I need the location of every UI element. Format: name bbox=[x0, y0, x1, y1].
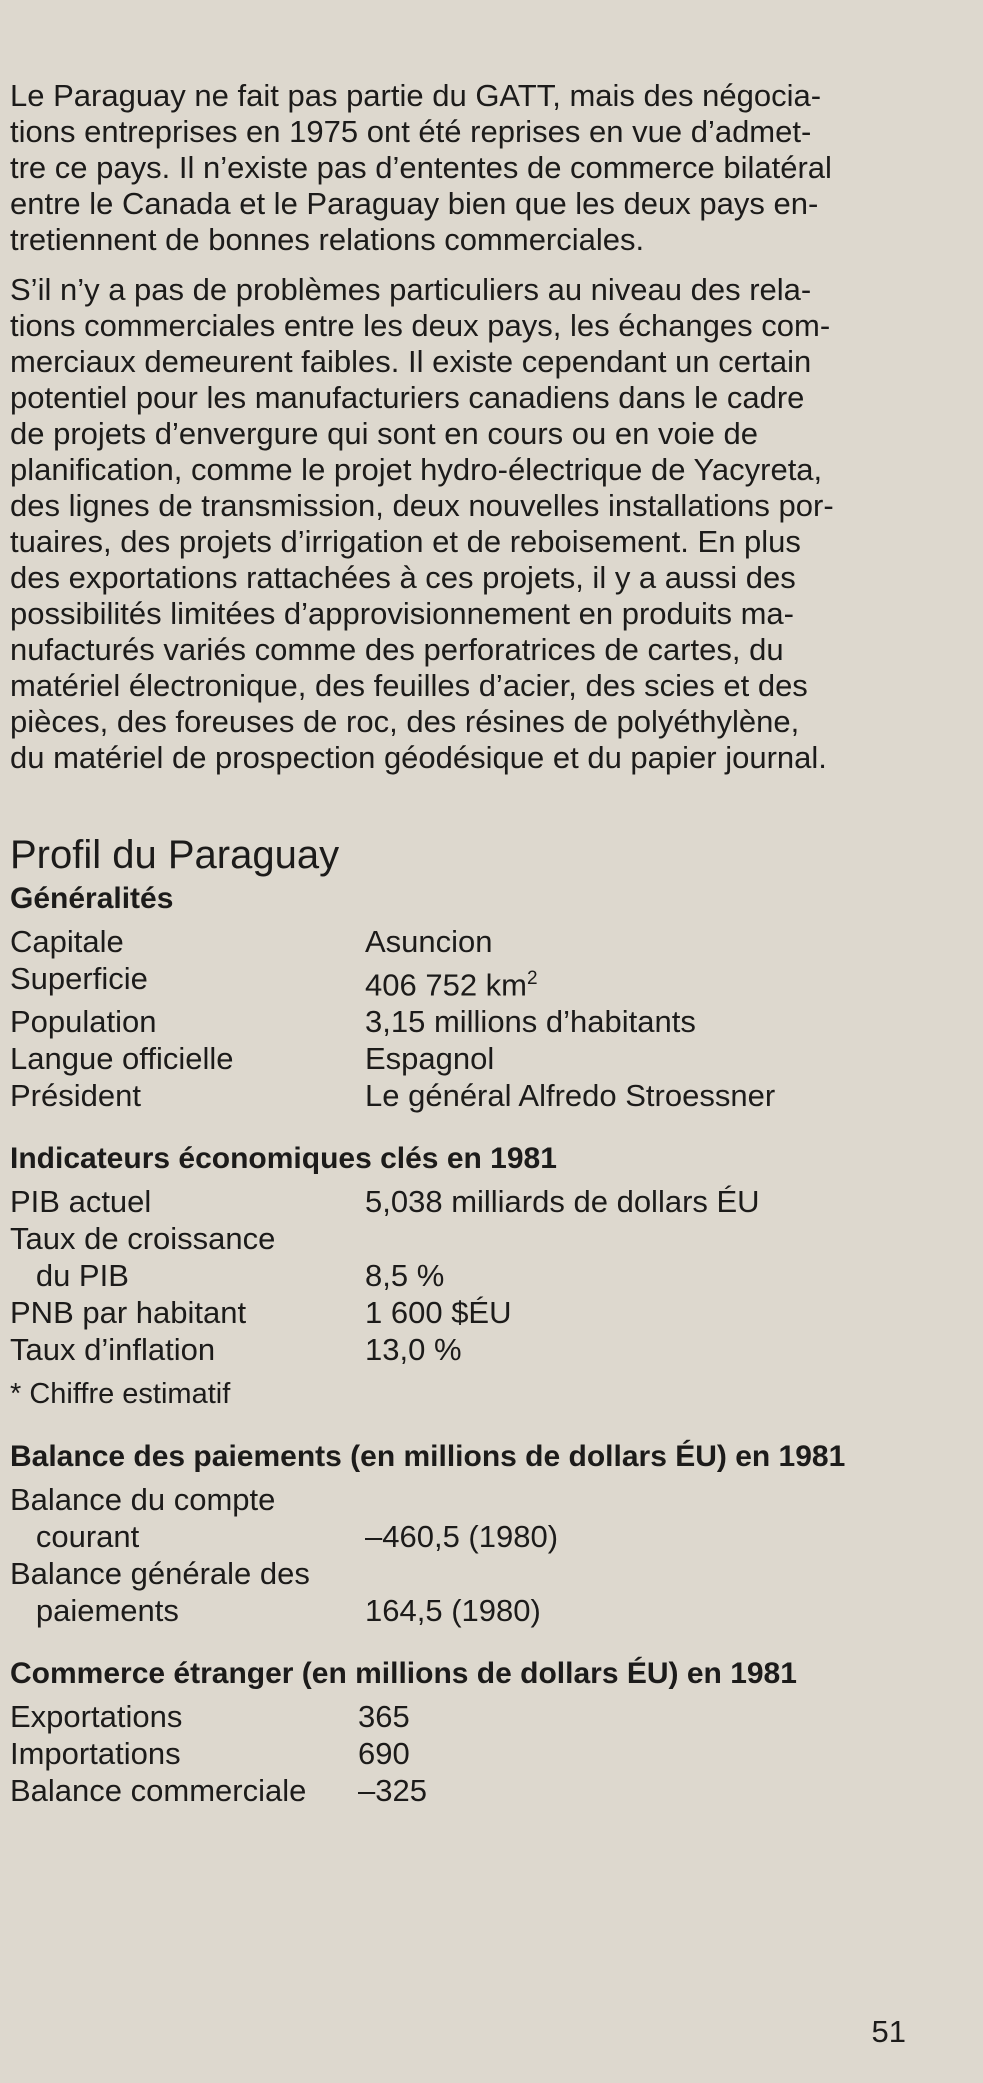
balance-row bbox=[10, 1518, 940, 1555]
trade-table bbox=[10, 1698, 940, 1809]
trade-heading: Commerce étranger (en millions de dollars ÉU) en 1981 bbox=[10, 1657, 797, 1691]
row-value: 1 600 $ÉU bbox=[365, 1295, 512, 1331]
row-label: PNB par habitant bbox=[10, 1295, 247, 1331]
text-line: des lignes de transmission, deux nouvelles installations por- bbox=[10, 488, 834, 523]
intro-paragraph-2 bbox=[10, 272, 940, 776]
row-value: 13,0 % bbox=[365, 1332, 462, 1368]
row-label: courant bbox=[10, 1519, 140, 1555]
text-line: tions entreprises en 1975 ont été reprises en vue d’admet- bbox=[10, 114, 812, 149]
row-label: Président bbox=[10, 1078, 141, 1114]
text-line: du matériel de prospection géodésique et du papier journal. bbox=[10, 740, 827, 775]
general-heading: Généralités bbox=[10, 882, 174, 915]
text-line: tre ce pays. Il n’existe pas d’ententes de commerce bilatéral bbox=[10, 150, 832, 185]
row-label: paiements bbox=[10, 1593, 179, 1629]
balance-table bbox=[10, 1481, 940, 1629]
indicators-table bbox=[10, 1183, 940, 1412]
row-value: 690 bbox=[358, 1736, 410, 1772]
row-label: Balance commerciale bbox=[10, 1773, 307, 1809]
row-label: Importations bbox=[10, 1736, 181, 1772]
text-line: entre le Canada et le Paraguay bien que les deux pays en- bbox=[10, 186, 819, 221]
superscript: 2 bbox=[527, 968, 538, 989]
indicator-row bbox=[10, 1257, 940, 1294]
indicator-row bbox=[10, 1183, 940, 1220]
row-value: 164,5 (1980) bbox=[365, 1593, 541, 1629]
row-value: 3,15 millions d’habitants bbox=[365, 1004, 696, 1040]
area-value: 406 752 km bbox=[365, 967, 527, 1003]
general-row bbox=[10, 1077, 940, 1114]
row-value: 8,5 % bbox=[365, 1258, 445, 1294]
general-table bbox=[10, 923, 940, 1114]
balance-row bbox=[10, 1481, 940, 1518]
indicator-row bbox=[10, 1331, 940, 1368]
text-line: nufacturés variés comme des perforatrices de cartes, du bbox=[10, 632, 784, 667]
row-label: Population bbox=[10, 1004, 157, 1040]
text-line: pièces, des foreuses de roc, des résines de polyéthylène, bbox=[10, 704, 800, 739]
trade-row bbox=[10, 1772, 940, 1809]
row-label: du PIB bbox=[10, 1258, 129, 1294]
row-value: –460,5 (1980) bbox=[365, 1519, 559, 1555]
row-value bbox=[365, 960, 940, 1003]
row-label: PIB actuel bbox=[10, 1184, 152, 1220]
row-label: Capitale bbox=[10, 924, 124, 959]
row-value: –325 bbox=[358, 1773, 427, 1809]
row-value: Le général Alfredo Stroessner bbox=[365, 1078, 776, 1114]
row-label: Taux de croissance bbox=[10, 1221, 276, 1257]
row-label: Superficie bbox=[10, 961, 148, 996]
balance-row bbox=[10, 1555, 940, 1592]
row-value: 5,038 milliards de dollars ÉU bbox=[365, 1184, 760, 1220]
row-value bbox=[365, 1220, 940, 1257]
balance-row bbox=[10, 1592, 940, 1629]
page-number: 51 bbox=[871, 2014, 906, 2049]
row-value bbox=[365, 1555, 940, 1592]
text-line: tions commerciales entre les deux pays, les échanges com- bbox=[10, 308, 831, 343]
row-label: Balance générale des bbox=[10, 1556, 310, 1592]
row-label: Balance du compte bbox=[10, 1482, 276, 1518]
profile-title: Profil du Paraguay bbox=[10, 833, 340, 877]
trade-row bbox=[10, 1735, 940, 1772]
trade-row bbox=[10, 1698, 940, 1735]
text-line: Le Paraguay ne fait pas partie du GATT, mais des négocia- bbox=[10, 78, 822, 113]
text-line: tuaires, des projets d’irrigation et de reboisement. En plus bbox=[10, 524, 801, 559]
indicators-heading: Indicateurs économiques clés en 1981 bbox=[10, 1142, 557, 1176]
text-line: potentiel pour les manufacturiers canadiens dans le cadre bbox=[10, 380, 805, 415]
text-line: de projets d’envergure qui sont en cours ou en voie de bbox=[10, 416, 758, 451]
balance-heading: Balance des paiements (en millions de dollars ÉU) en 1981 bbox=[10, 1440, 846, 1474]
row-value: Espagnol bbox=[365, 1041, 495, 1077]
indicator-row bbox=[10, 1220, 940, 1257]
row-label: Langue officielle bbox=[10, 1041, 234, 1077]
text-line: possibilités limitées d’approvisionnement en produits ma- bbox=[10, 596, 794, 631]
general-row bbox=[10, 1003, 940, 1040]
page-content bbox=[10, 78, 940, 1809]
text-line: planification, comme le projet hydro-électrique de Yacyreta, bbox=[10, 452, 823, 487]
row-value bbox=[365, 1481, 940, 1518]
general-row bbox=[10, 923, 940, 960]
text-line: des exportations rattachées à ces projets, il y a aussi des bbox=[10, 560, 796, 595]
general-row bbox=[10, 1040, 940, 1077]
text-line: merciaux demeurent faibles. Il existe cependant un certain bbox=[10, 344, 812, 379]
footnote: * Chiffre estimatif bbox=[10, 1378, 231, 1411]
row-label: Taux d’inflation bbox=[10, 1332, 216, 1368]
indicator-row bbox=[10, 1294, 940, 1331]
text-line: S’il n’y a pas de problèmes particuliers au niveau des rela- bbox=[10, 272, 812, 307]
text-line: matériel électronique, des feuilles d’acier, des scies et des bbox=[10, 668, 808, 703]
general-row bbox=[10, 960, 940, 1003]
row-value: 365 bbox=[358, 1699, 410, 1735]
text-line: tretiennent de bonnes relations commerciales. bbox=[10, 222, 645, 257]
row-value: Asuncion bbox=[365, 924, 493, 959]
intro-paragraph-1 bbox=[10, 78, 940, 258]
row-label: Exportations bbox=[10, 1699, 183, 1735]
